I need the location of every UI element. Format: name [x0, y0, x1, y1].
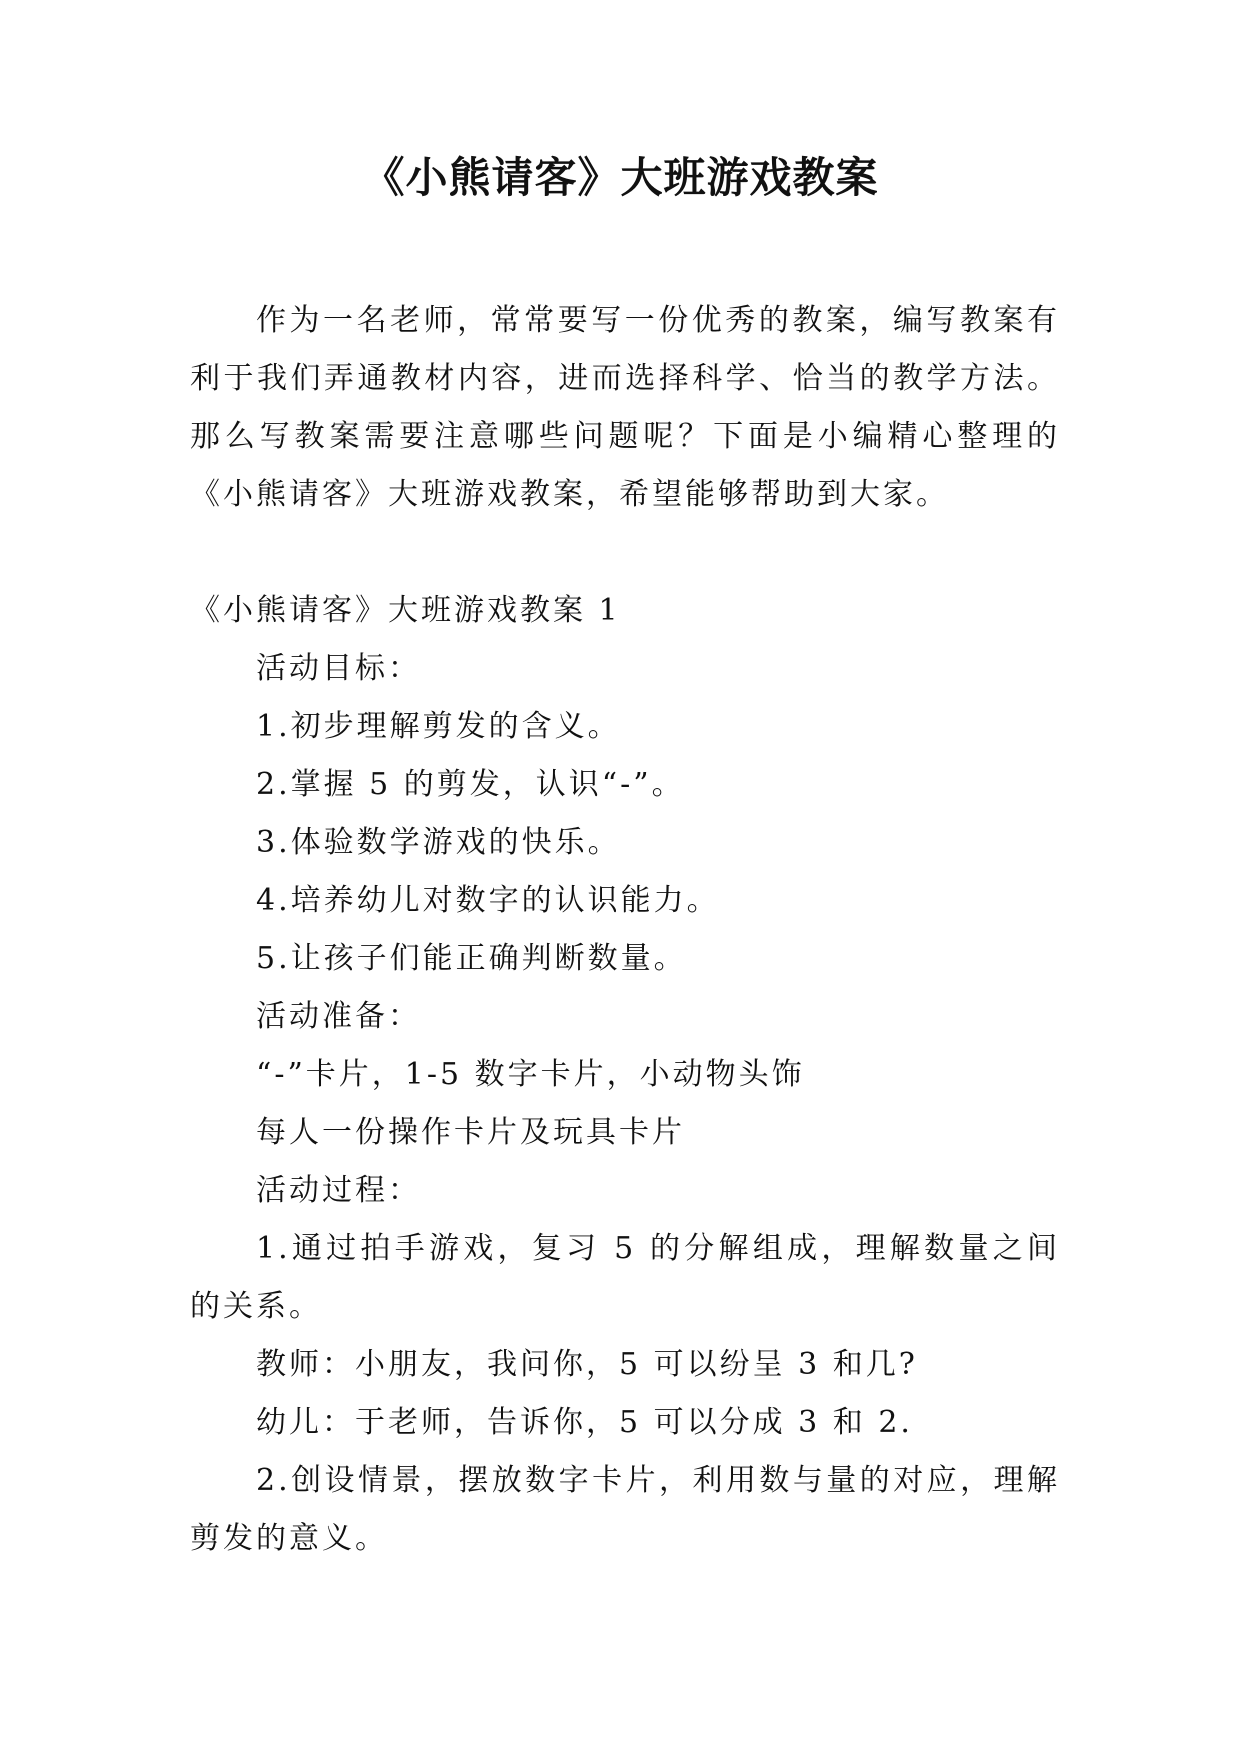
- activity-process-heading: 活动过程：: [256, 1173, 421, 1208]
- teacher-dialogue: 教师：小朋友，我问你，5 可以纷呈 3 和几?: [256, 1347, 918, 1382]
- document-body: [190, 292, 1060, 1568]
- intro-paragraph: 作为一名老师，常常要写一份优秀的教案，编写教案有利于我们弄通教材内容，进而选择科学、恰当的教学方法。那么写教案需要注意哪些问题呢？下面是小编精心整理的《小熊请客》大班游戏教案，希望能够帮助到大家。: [190, 303, 1060, 512]
- activity-preparation-heading: 活动准备：: [256, 999, 421, 1034]
- paragraph-spacer: [190, 524, 1060, 582]
- process-item-2: 2.创设情景，摆放数字卡片，利用数与量的对应，理解剪发的意义。: [190, 1463, 1060, 1556]
- goal-item-5: 5.让孩子们能正确判断数量。: [256, 941, 687, 976]
- goal-item-3: 3.体验数学游戏的快乐。: [256, 825, 621, 860]
- child-dialogue: 幼儿：于老师，告诉你，5 可以分成 3 和 2.: [256, 1405, 913, 1440]
- activity-goal-heading: 活动目标：: [256, 651, 421, 686]
- process-item-1: 1.通过拍手游戏，复习 5 的分解组成，理解数量之间的关系。: [190, 1231, 1060, 1324]
- preparation-item-1: “-”卡片，1-5 数字卡片，小动物头饰: [256, 1057, 805, 1092]
- goal-item-2: 2.掌握 5 的剪发，认识“-”。: [256, 767, 685, 802]
- preparation-item-2: 每人一份操作卡片及玩具卡片: [256, 1115, 685, 1150]
- document-title: 《小熊请客》大班游戏教案: [362, 153, 879, 202]
- goal-item-4: 4.培养幼儿对数字的认识能力。: [256, 883, 720, 918]
- goal-item-1: 1.初步理解剪发的含义。: [256, 709, 621, 744]
- section-title: 《小熊请客》大班游戏教案 1: [190, 593, 621, 628]
